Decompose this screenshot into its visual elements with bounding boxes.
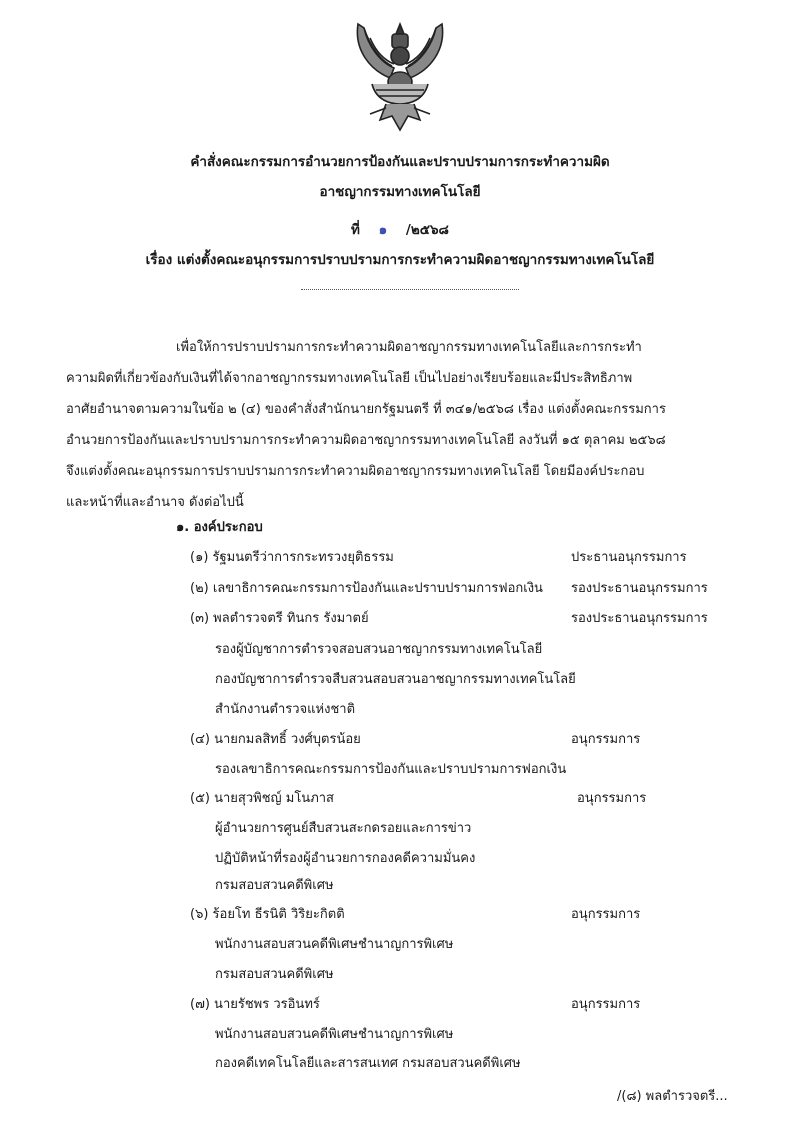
- member-detail: พนักงานสอบสวนคดีพิเศษชำนาญการพิเศษ: [215, 1027, 454, 1042]
- paragraph-line: เพื่อให้การปราบปรามการกระทำความผิดอาชญากรรมทางเทคโนโลยีและการกระทำ: [176, 340, 642, 355]
- member-detail: ปฏิบัติหน้าที่รองผู้อำนวยการกองคดีความมั่นคง: [215, 851, 476, 866]
- paragraph-line: อำนวยการป้องกันและปราบปรามการกระทำความผิดอาชญากรรมทางเทคโนโลยี ลงวันที่ ๑๕ ตุลาคม ๒๕๖๘: [66, 433, 666, 448]
- order-subject: เรื่อง แต่งตั้งคณะอนุกรรมการปราบปรามการกระทำความผิดอาชญากรรมทางเทคโนโลยี: [145, 252, 655, 268]
- section-heading: ๑. องค์ประกอบ: [176, 520, 263, 535]
- member-detail: รองเลขาธิการคณะกรรมการป้องกันและปราบปรามการฟอกเงิน: [215, 762, 567, 777]
- paragraph-line: และหน้าที่และอำนาจ ดังต่อไปนี้: [66, 495, 244, 510]
- order-number-value: ๑: [378, 222, 388, 238]
- order-title-line2: อาชญากรรมทางเทคโนโลยี: [319, 184, 481, 200]
- member-role: รองประธานอนุกรรมการ: [571, 611, 708, 626]
- member-detail: กองคดีเทคโนโลยีและสารสนเทศ กรมสอบสวนคดีพิเศษ: [215, 1056, 521, 1071]
- garuda-emblem-icon: [350, 20, 450, 138]
- member-detail: ผู้อำนวยการศูนย์สืบสวนสะกดรอยและการข่าว: [215, 821, 472, 836]
- member-detail: สำนักงานตำรวจแห่งชาติ: [215, 702, 356, 717]
- member-name: (๔) นายกมลสิทธิ์ วงศ์บุตรน้อย: [190, 732, 361, 747]
- continuation-note: /(๘) พลตำรวจตรี...: [617, 1089, 728, 1104]
- member-detail: พนักงานสอบสวนคดีพิเศษชำนาญการพิเศษ: [215, 937, 454, 952]
- order-number-year: /๒๕๖๘: [405, 222, 449, 238]
- order-title-line1: คำสั่งคณะกรรมการอำนวยการป้องกันและปราบปรามการกระทำความผิด: [190, 154, 610, 170]
- member-role: อนุกรรมการ: [571, 997, 641, 1012]
- member-detail: กองบัญชาการตำรวจสืบสวนสอบสวนอาชญากรรมทางเทคโนโลยี: [215, 672, 576, 687]
- paragraph-line: จึงแต่งตั้งคณะอนุกรรมการปราบปรามการกระทำความผิดอาชญากรรมทางเทคโนโลยี โดยมีองค์ประกอบ: [66, 464, 645, 479]
- member-role: อนุกรรมการ: [571, 907, 641, 922]
- paragraph-line: ความผิดที่เกี่ยวข้องกับเงินที่ได้จากอาชญากรรมทางเทคโนโลยี เป็นไปอย่างเรียบร้อยและมีประสิทธิภาพ: [66, 371, 633, 386]
- member-role: อนุกรรมการ: [577, 791, 647, 806]
- member-role: รองประธานอนุกรรมการ: [571, 581, 708, 596]
- member-role: อนุกรรมการ: [571, 732, 641, 747]
- member-detail: กรมสอบสวนคดีพิเศษ: [215, 878, 334, 893]
- member-name: (๓) พลตำรวจตรี ทินกร รังมาตย์: [190, 611, 369, 626]
- order-number-label: ที่: [351, 222, 360, 238]
- member-name: (๒) เลขาธิการคณะกรรมการป้องกันและปราบปรามการฟอกเงิน: [190, 581, 543, 596]
- member-detail: รองผู้บัญชาการตำรวจสอบสวนอาชญากรรมทางเทคโนโลยี: [215, 642, 543, 657]
- member-detail: กรมสอบสวนคดีพิเศษ: [215, 967, 334, 982]
- member-name: (๑) รัฐมนตรีว่าการกระทรวงยุติธรรม: [190, 550, 394, 565]
- order-number: [0, 218, 800, 240]
- separator-dotted-line: [301, 289, 519, 290]
- member-name: (๗) นายรัชพร วรอินทร์: [190, 997, 320, 1012]
- member-name: (๖) ร้อยโท ธีรนิติ วิริยะกิตติ: [190, 907, 345, 922]
- paragraph-line: อาศัยอำนาจตามความในข้อ ๒ (๔) ของคำสั่งสำนักนายกรัฐมนตรี ที่ ๓๔๑/๒๕๖๘ เรื่อง แต่งตั้งคณะกรรมการ: [66, 402, 666, 417]
- member-name: (๕) นายสุวพิชญ์ มโนภาส: [190, 791, 334, 806]
- member-role: ประธานอนุกรรมการ: [571, 550, 687, 565]
